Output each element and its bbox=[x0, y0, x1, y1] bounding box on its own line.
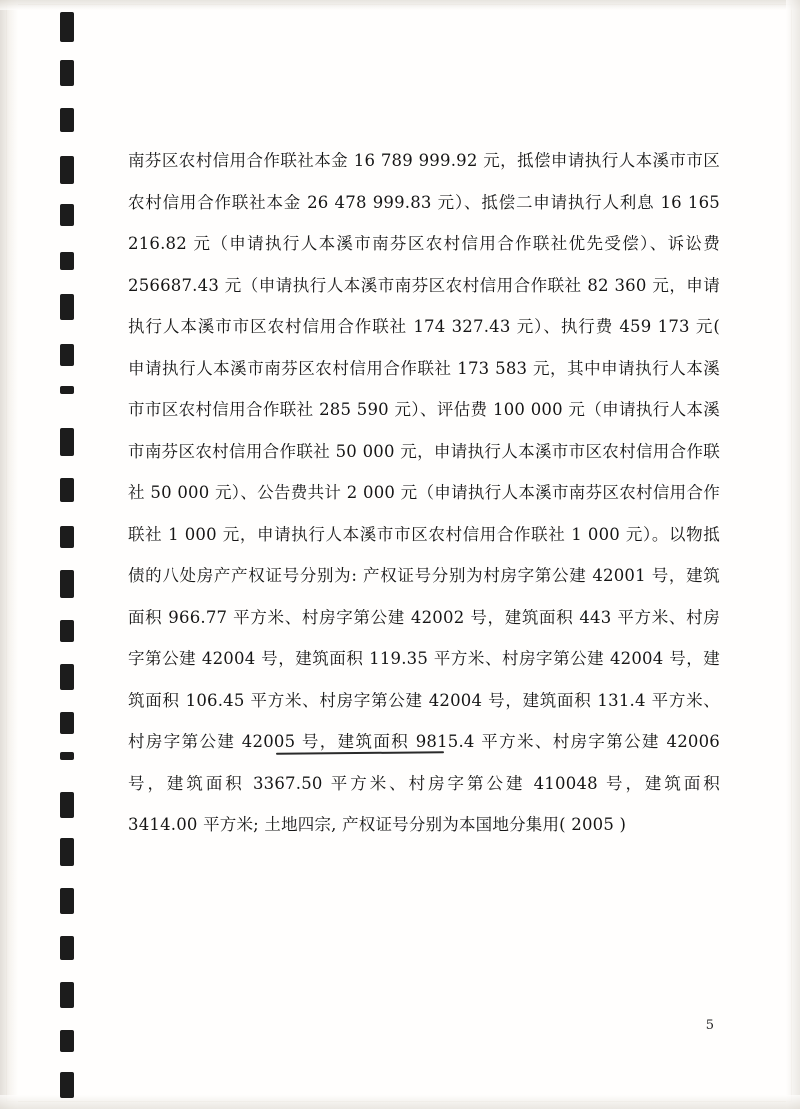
binding-hole bbox=[60, 156, 74, 184]
binding-hole bbox=[60, 1030, 74, 1052]
page-edge-shadow-left bbox=[0, 0, 18, 1109]
document-body-text bbox=[128, 140, 720, 846]
binding-hole bbox=[60, 428, 74, 456]
binding-hole bbox=[60, 664, 74, 690]
binding-hole bbox=[60, 792, 74, 818]
binding-hole bbox=[60, 60, 74, 86]
binding-hole bbox=[60, 478, 74, 502]
binding-hole bbox=[60, 570, 74, 598]
binding-hole bbox=[60, 712, 74, 734]
binding-hole bbox=[60, 752, 74, 760]
binding-hole bbox=[60, 344, 74, 366]
binding-hole bbox=[60, 936, 74, 960]
binding-hole bbox=[60, 1072, 74, 1098]
binding-holes-column bbox=[58, 8, 80, 1098]
page-edge-shadow-bottom bbox=[0, 1095, 800, 1109]
binding-hole bbox=[60, 294, 74, 320]
binding-hole bbox=[60, 108, 74, 132]
binding-hole bbox=[60, 386, 74, 394]
page-number: 5 bbox=[705, 1018, 714, 1033]
binding-hole bbox=[60, 838, 74, 866]
binding-hole bbox=[60, 888, 74, 914]
page-edge-shadow-top bbox=[0, 0, 800, 10]
binding-hole bbox=[60, 252, 74, 270]
binding-hole bbox=[60, 526, 74, 548]
document-paragraph: 南芬区农村信用合作联社本金 16 789 999.92 元，抵偿申请执行人本溪市市区农村信用合作联社本金 26 478 999.83 元）、抵偿二申请执行人利息 16 165 216.82 元（申请执行人本溪市南芬区农村信用合作联社优先受偿）、诉讼费 256687.43 元（申请执行人本溪市南芬区农村信用合作联社 82 360 元，申请执行人本溪市市区农村信用合作联社 174 327.43 元）、执行费 459 173 元( 申请执行人本溪市南芬区农村信用合作联社 173 583 元，其中申请执行人本溪市市区农村信用合作联社 285 590 元）、评估费 100 000 元（申请执行人本溪市南芬区农村信用合作联社 50 000 元，申请执行人本溪市市区农村信用合作联社 50 000 元）、公告费共计 2 000 元（申请执行人本溪市南芬区农村信用合作联社 1 000 元，申请执行人本溪市市区农村信用合作联社 1 000 元）。以物抵债的八处房产产权证号分别为: 产权证号分别为村房字第公建 42001 号，建筑面积 966.77 平方米、村房字第公建 42002 号，建筑面积 443 平方米、村房字第公建 42004 号，建筑面积 119.35 平方米、村房字第公建 42004 号，建筑面积 106.45 平方米、村房字第公建 42004 号，建筑面积 131.4 平方米、村房字第公建 42005 号，建筑面积 9815.4 平方米、村房字第公建 42006 号，建筑面积 3367.50 平方米、村房字第公建 410048 号，建筑面积 3414.00 平方米; 土地四宗, 产权证号分别为本国地分集用( 2005 ) bbox=[128, 151, 720, 834]
binding-hole bbox=[60, 12, 74, 42]
binding-hole bbox=[60, 982, 74, 1008]
binding-hole bbox=[60, 620, 74, 642]
binding-hole bbox=[60, 204, 74, 226]
page-edge-shadow-right bbox=[786, 0, 800, 1109]
